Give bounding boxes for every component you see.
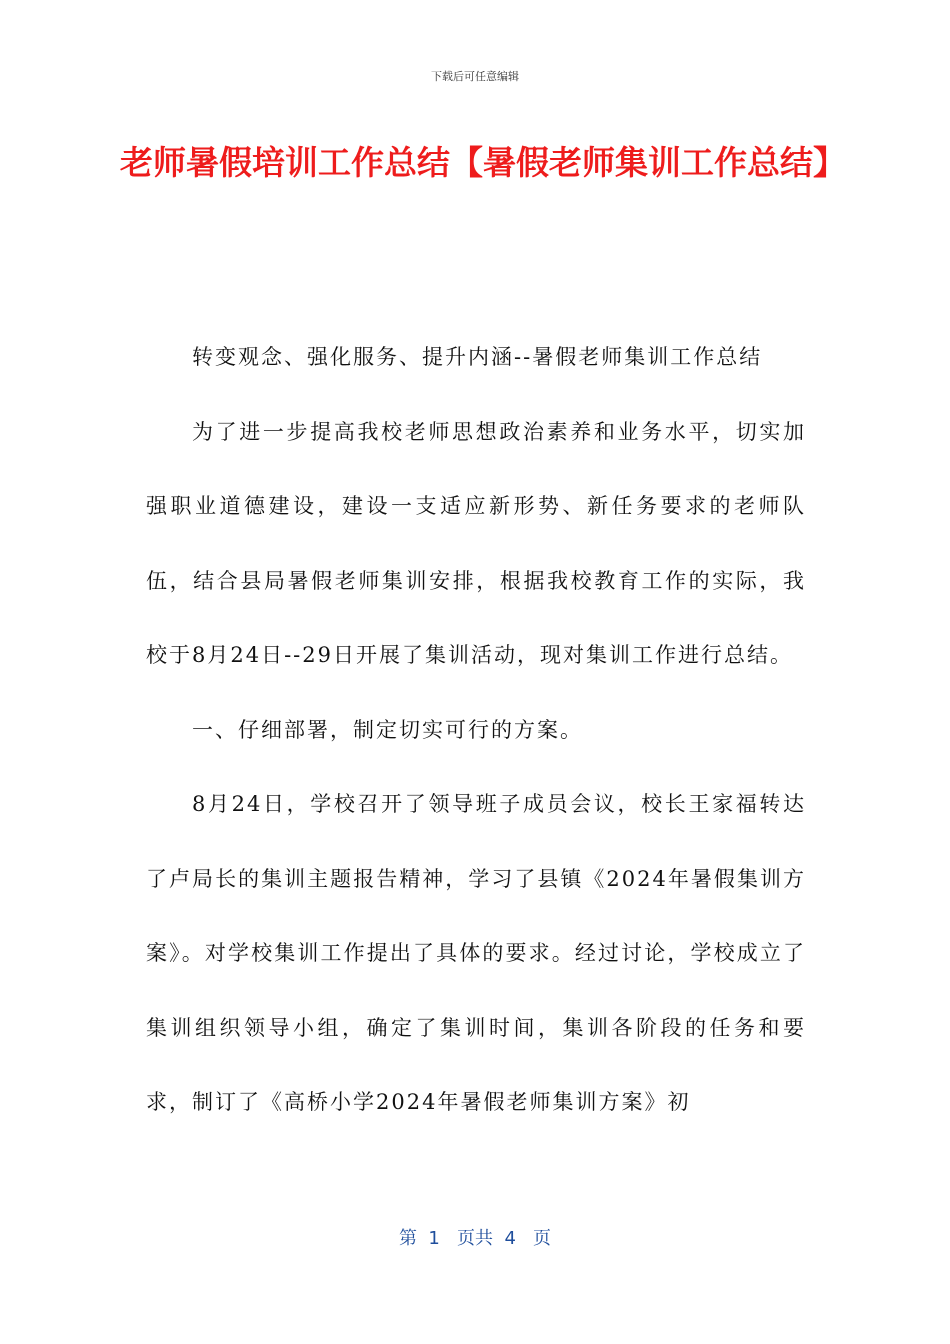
paragraph: 为了进一步提高我校老师思想政治素养和业务水平，切实加强职业道德建设，建设一支适应新形势、新任务要求的老师队伍，结合县局暑假老师集训安排，根据我校教育工作的实际，我校于8月24日--29日开展了集训活动，现对集训工作进行总结。 bbox=[146, 419, 806, 667]
document-title: 老师暑假培训工作总结【暑假老师集训工作总结】 bbox=[120, 143, 846, 182]
document-body bbox=[146, 320, 806, 1140]
header-note: 下载后可任意编辑 bbox=[431, 70, 519, 83]
paragraph: 转变观念、强化服务、提升内涵--暑假老师集训工作总结 bbox=[192, 345, 763, 369]
section-heading: 一、仔细部署，制定切实可行的方案。 bbox=[192, 717, 583, 742]
paragraph: 8月24日，学校召开了领导班子成员会议，校长王家福转达了卢局长的集训主题报告精神，学习了县镇《2024年暑假集训方案》。对学校集训工作提出了具体的要求。经过讨论，学校成立了集训组织领导小组，确定了集训时间，集训各阶段的任务和要求，制订了《高桥小学2024年暑假老师集训方案》初 bbox=[146, 792, 806, 1114]
page-footer: 第 1 页共 4 页 bbox=[398, 1228, 552, 1249]
